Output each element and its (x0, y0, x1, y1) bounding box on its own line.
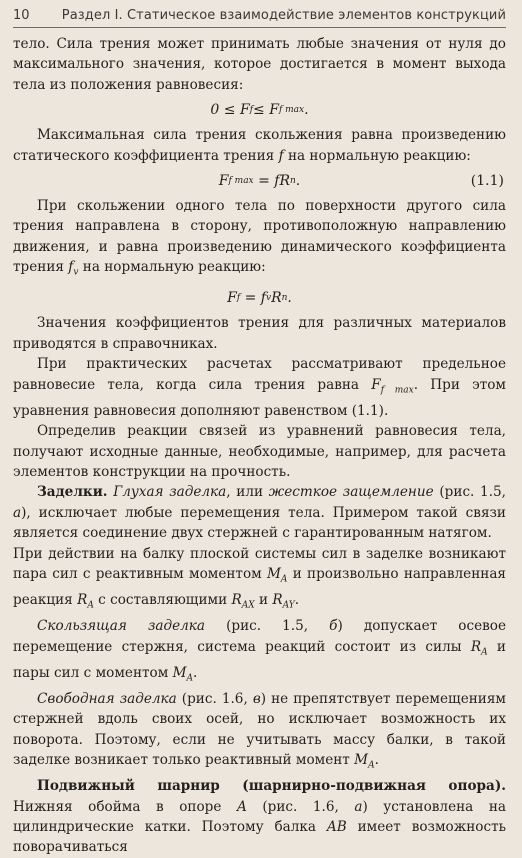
paragraph-10: Свободная заделка (рис. 1.6, в) не препятствует перемещениям стержней вдоль своих осей, но исключает возможность их поворота. Поэтому, если не учитывать массу балки, в такой заделке возникает только реактивный момент $M_A$. (13, 690, 507, 771)
formula-dynamic: F f = f v R n . (227, 290, 292, 307)
paragraph-3: При скольжении одного тела по поверхности другого сила трения направлена в сторону, противоположную направлению движения, и равна произведению динамического коэффициента трения $f_v$ на нормальную реакцию: (13, 198, 506, 278)
paragraph-5: При практических расчетах рассматривают предельное равновесие тела, когда сила трения равна $F_{f max}$. При этом уравнения равновесия дополняют равенством (1.1). (13, 356, 506, 419)
page-number: 10 (13, 8, 30, 23)
paragraph-6: Определив реакции связей из уравнений равновесия тела, получают исходные данные, необходимые, например, для расчета элементов конструкции на прочность. (13, 423, 506, 480)
page-body (13, 34, 506, 858)
paragraph-8: При действии на балку плоской системы сил в заделке возникают пара сил с реактивным моментом $M_A$ и произвольно направленная реакция $R_A$ с составляющими $R_{AX}$ и $R_{AY}$. (13, 545, 507, 611)
paragraph-2: Максимальная сила трения скольжения равна произведению статического коэффициента трения f на нормальную реакцию: (13, 127, 506, 164)
paragraph-7: Заделки. Глухая заделка, или жесткое защемление (рис. 1.5, а), исключает любые перемещения тела. Примером такой связи является соединение двух стержней с гарантированным натягом. (13, 484, 506, 542)
formula-friction-range: 0 ≤ F f ≤ F f max . (210, 102, 309, 119)
paragraph-1: тело. Сила трения может принимать любые значения от нуля до максимального значения, которое достигается в момент выхода тела из положения равновесия: (13, 36, 506, 93)
running-header (13, 0, 506, 28)
paragraph-4: Значения коэффициентов трения для различных материалов приводятся в справочниках. (13, 315, 506, 352)
paragraph-9: Скользящая заделка (рис. 1.5, б) допускает осевое перемещение стержня, система реакций состоит из силы $R_A$ и пары сил с моментом $M_A$. (13, 618, 507, 684)
paragraph-11: Подвижный шарнир (шарнирно-подвижная опора). Нижняя обойма в опоре A (рис. 1.6, а) установлена на цилиндрические катки. Поэтому балка AB имеет возможность поворачиваться (13, 778, 506, 856)
running-title: Раздел I. Статическое взаимодействие элементов конструкций (61, 8, 506, 23)
formula-number: (1.1) (470, 172, 504, 189)
formula-1-1: F f max = fR n . (1.1) (13, 166, 506, 196)
